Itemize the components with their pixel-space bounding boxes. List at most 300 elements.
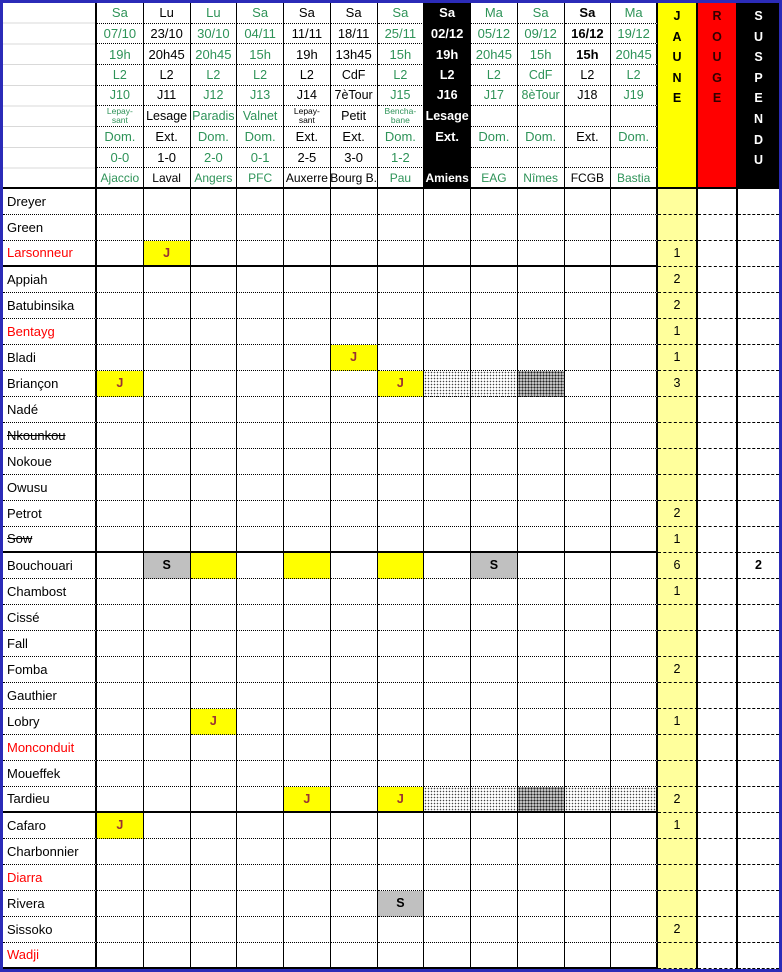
match-cell[interactable] [97, 891, 144, 917]
player-name-cell[interactable] [3, 449, 97, 475]
match-cell[interactable] [424, 501, 471, 527]
match-cell[interactable] [424, 891, 471, 917]
summary-header-suspendu[interactable] [738, 3, 779, 189]
header-competition-cell[interactable] [284, 65, 331, 86]
player-name-cell[interactable] [3, 579, 97, 605]
match-cell[interactable] [611, 345, 658, 371]
match-cell[interactable] [378, 345, 425, 371]
match-cell[interactable] [237, 631, 284, 657]
header-day-cell[interactable] [331, 3, 378, 24]
suspendu-total-cell[interactable] [738, 475, 779, 501]
match-cell[interactable] [237, 943, 284, 969]
match-cell[interactable] [518, 631, 565, 657]
yellow-card-cell[interactable] [378, 371, 425, 397]
match-cell[interactable] [471, 605, 518, 631]
header-date-cell[interactable] [378, 24, 425, 45]
match-cell[interactable] [144, 527, 191, 553]
match-cell[interactable] [284, 709, 331, 735]
yellow-card-cell[interactable] [378, 787, 425, 813]
match-cell[interactable] [191, 579, 238, 605]
rouge-total-cell[interactable] [698, 917, 738, 943]
match-cell[interactable] [424, 449, 471, 475]
jaune-total-cell[interactable] [658, 683, 698, 709]
match-cell[interactable] [471, 527, 518, 553]
match-cell[interactable] [284, 371, 331, 397]
header-round-cell[interactable] [144, 86, 191, 107]
match-cell[interactable] [237, 683, 284, 709]
player-name-cell[interactable] [3, 787, 97, 813]
header-day-cell[interactable] [424, 3, 471, 24]
jaune-total-cell[interactable] [658, 215, 698, 241]
player-name-cell[interactable] [3, 865, 97, 891]
match-cell[interactable] [518, 683, 565, 709]
header-time-cell[interactable] [237, 44, 284, 65]
match-cell[interactable] [424, 345, 471, 371]
match-cell[interactable] [144, 579, 191, 605]
match-cell[interactable] [611, 735, 658, 761]
match-cell[interactable] [518, 345, 565, 371]
suspendu-total-cell[interactable] [738, 189, 779, 215]
match-cell[interactable] [565, 605, 612, 631]
match-cell[interactable] [565, 839, 612, 865]
match-cell[interactable] [144, 345, 191, 371]
rouge-total-cell[interactable] [698, 423, 738, 449]
match-cell[interactable] [144, 371, 191, 397]
header-day-cell[interactable] [471, 3, 518, 24]
rouge-total-cell[interactable] [698, 345, 738, 371]
header-venue-cell[interactable] [471, 127, 518, 148]
match-cell[interactable] [237, 839, 284, 865]
match-cell[interactable] [191, 267, 238, 293]
match-cell[interactable] [331, 839, 378, 865]
match-cell[interactable] [191, 449, 238, 475]
match-cell[interactable] [565, 657, 612, 683]
match-cell[interactable] [144, 631, 191, 657]
match-cell[interactable] [565, 475, 612, 501]
match-cell[interactable] [191, 527, 238, 553]
match-cell[interactable] [565, 397, 612, 423]
match-cell[interactable] [611, 605, 658, 631]
header-score-cell[interactable] [237, 148, 284, 169]
header-day-cell[interactable] [284, 3, 331, 24]
header-score-cell[interactable] [518, 148, 565, 169]
header-competition-cell[interactable] [97, 65, 144, 86]
header-venue-cell[interactable] [378, 127, 425, 148]
player-name-cell[interactable] [3, 631, 97, 657]
suspendu-total-cell[interactable] [738, 839, 779, 865]
match-cell[interactable] [565, 293, 612, 319]
jaune-total-cell[interactable] [658, 865, 698, 891]
jaune-total-cell[interactable] [658, 345, 698, 371]
jaune-total-cell[interactable] [658, 241, 698, 267]
match-cell[interactable] [144, 761, 191, 787]
player-name-cell[interactable] [3, 293, 97, 319]
match-cell[interactable] [378, 241, 425, 267]
player-name-cell[interactable] [3, 189, 97, 215]
suspendu-total-cell[interactable] [738, 371, 779, 397]
match-cell[interactable] [611, 215, 658, 241]
match-cell[interactable] [471, 241, 518, 267]
rouge-total-cell[interactable] [698, 891, 738, 917]
header-score-cell[interactable] [284, 148, 331, 169]
match-cell[interactable] [144, 423, 191, 449]
match-cell[interactable] [565, 631, 612, 657]
rouge-total-cell[interactable] [698, 631, 738, 657]
match-cell[interactable] [331, 709, 378, 735]
match-cell[interactable] [97, 787, 144, 813]
match-cell[interactable] [237, 917, 284, 943]
match-cell[interactable] [144, 891, 191, 917]
header-referee-cell[interactable] [611, 106, 658, 127]
header-competition-cell[interactable] [237, 65, 284, 86]
suspendu-total-cell[interactable] [738, 267, 779, 293]
match-cell[interactable] [97, 319, 144, 345]
match-cell[interactable] [611, 475, 658, 501]
jaune-total-cell[interactable] [658, 891, 698, 917]
match-cell[interactable] [565, 943, 612, 969]
match-cell[interactable] [144, 319, 191, 345]
header-opponent-cell[interactable] [284, 168, 331, 189]
header-referee-cell[interactable] [97, 106, 144, 127]
match-cell[interactable] [471, 319, 518, 345]
header-referee-cell[interactable] [565, 106, 612, 127]
jaune-total-cell[interactable] [658, 501, 698, 527]
match-cell[interactable] [97, 267, 144, 293]
header-referee-cell[interactable] [518, 106, 565, 127]
player-name-cell[interactable] [3, 423, 97, 449]
match-cell[interactable] [611, 579, 658, 605]
match-cell[interactable] [97, 475, 144, 501]
match-cell[interactable] [565, 371, 612, 397]
header-opponent-cell[interactable] [611, 168, 658, 189]
match-cell[interactable] [284, 917, 331, 943]
header-time-cell[interactable] [284, 44, 331, 65]
match-cell[interactable] [97, 605, 144, 631]
header-venue-cell[interactable] [518, 127, 565, 148]
match-cell[interactable] [565, 683, 612, 709]
match-cell[interactable] [144, 735, 191, 761]
match-cell[interactable] [284, 189, 331, 215]
match-cell[interactable] [237, 215, 284, 241]
match-cell[interactable] [284, 397, 331, 423]
match-cell[interactable] [284, 527, 331, 553]
suspension-cell[interactable] [378, 891, 425, 917]
match-cell[interactable] [471, 501, 518, 527]
match-cell[interactable] [471, 943, 518, 969]
jaune-total-cell[interactable] [658, 605, 698, 631]
header-referee-cell[interactable] [191, 106, 238, 127]
match-cell[interactable] [565, 267, 612, 293]
player-name-cell[interactable] [3, 215, 97, 241]
header-venue-cell[interactable] [284, 127, 331, 148]
match-cell[interactable] [144, 605, 191, 631]
match-cell[interactable] [378, 267, 425, 293]
rouge-total-cell[interactable] [698, 709, 738, 735]
match-cell[interactable] [518, 397, 565, 423]
header-round-cell[interactable] [611, 86, 658, 107]
match-cell[interactable] [424, 657, 471, 683]
rouge-total-cell[interactable] [698, 241, 738, 267]
match-cell[interactable] [284, 761, 331, 787]
match-cell[interactable] [144, 267, 191, 293]
match-cell[interactable] [284, 865, 331, 891]
match-cell[interactable] [518, 449, 565, 475]
match-cell[interactable] [144, 189, 191, 215]
match-cell[interactable] [565, 917, 612, 943]
match-cell[interactable] [471, 449, 518, 475]
absence-hatch-cell[interactable] [565, 787, 612, 813]
header-round-cell[interactable] [378, 86, 425, 107]
player-name-cell[interactable] [3, 891, 97, 917]
player-name-cell[interactable] [3, 267, 97, 293]
match-cell[interactable] [191, 631, 238, 657]
match-cell[interactable] [331, 553, 378, 579]
header-date-cell[interactable] [144, 24, 191, 45]
match-cell[interactable] [144, 501, 191, 527]
header-opponent-cell[interactable] [144, 168, 191, 189]
match-cell[interactable] [191, 735, 238, 761]
header-date-cell[interactable] [424, 24, 471, 45]
match-cell[interactable] [331, 189, 378, 215]
match-cell[interactable] [144, 813, 191, 839]
match-cell[interactable] [611, 683, 658, 709]
match-cell[interactable] [424, 917, 471, 943]
match-cell[interactable] [378, 917, 425, 943]
jaune-total-cell[interactable] [658, 449, 698, 475]
header-score-cell[interactable] [471, 148, 518, 169]
suspendu-total-cell[interactable] [738, 891, 779, 917]
match-cell[interactable] [191, 371, 238, 397]
absence-hatch-cell[interactable] [471, 787, 518, 813]
match-cell[interactable] [191, 189, 238, 215]
match-cell[interactable] [97, 293, 144, 319]
match-cell[interactable] [97, 735, 144, 761]
absence-hatch-cell[interactable] [424, 371, 471, 397]
match-cell[interactable] [565, 501, 612, 527]
suspendu-total-cell[interactable] [738, 605, 779, 631]
header-opponent-cell[interactable] [237, 168, 284, 189]
header-round-cell[interactable] [284, 86, 331, 107]
match-cell[interactable] [284, 813, 331, 839]
match-cell[interactable] [191, 761, 238, 787]
header-score-cell[interactable] [424, 148, 471, 169]
match-cell[interactable] [565, 319, 612, 345]
match-cell[interactable] [331, 683, 378, 709]
match-cell[interactable] [97, 553, 144, 579]
match-cell[interactable] [331, 293, 378, 319]
match-cell[interactable] [237, 527, 284, 553]
match-cell[interactable] [471, 761, 518, 787]
absence-hatch-gray-cell[interactable] [518, 787, 565, 813]
match-cell[interactable] [284, 501, 331, 527]
match-cell[interactable] [191, 501, 238, 527]
rouge-total-cell[interactable] [698, 189, 738, 215]
header-competition-cell[interactable] [518, 65, 565, 86]
header-competition-cell[interactable] [424, 65, 471, 86]
jaune-total-cell[interactable] [658, 839, 698, 865]
absence-hatch-cell[interactable] [611, 787, 658, 813]
header-day-cell[interactable] [611, 3, 658, 24]
match-cell[interactable] [331, 605, 378, 631]
match-cell[interactable] [611, 813, 658, 839]
match-cell[interactable] [237, 267, 284, 293]
match-cell[interactable] [284, 215, 331, 241]
player-name-cell[interactable] [3, 761, 97, 787]
match-cell[interactable] [611, 631, 658, 657]
header-competition-cell[interactable] [611, 65, 658, 86]
match-cell[interactable] [565, 891, 612, 917]
header-round-cell[interactable] [237, 86, 284, 107]
match-cell[interactable] [424, 215, 471, 241]
match-cell[interactable] [424, 631, 471, 657]
match-cell[interactable] [378, 579, 425, 605]
match-cell[interactable] [144, 683, 191, 709]
header-score-cell[interactable] [191, 148, 238, 169]
player-name-cell[interactable] [3, 527, 97, 553]
match-cell[interactable] [191, 813, 238, 839]
match-cell[interactable] [237, 241, 284, 267]
match-cell[interactable] [378, 397, 425, 423]
match-cell[interactable] [471, 631, 518, 657]
match-cell[interactable] [144, 475, 191, 501]
match-cell[interactable] [424, 189, 471, 215]
suspendu-total-cell[interactable] [738, 397, 779, 423]
jaune-total-cell[interactable] [658, 293, 698, 319]
match-cell[interactable] [331, 787, 378, 813]
match-cell[interactable] [518, 241, 565, 267]
match-cell[interactable] [97, 657, 144, 683]
header-day-cell[interactable] [237, 3, 284, 24]
header-round-cell[interactable] [331, 86, 378, 107]
match-cell[interactable] [144, 865, 191, 891]
header-round-cell[interactable] [565, 86, 612, 107]
match-cell[interactable] [97, 527, 144, 553]
match-cell[interactable] [331, 371, 378, 397]
match-cell[interactable] [565, 735, 612, 761]
match-cell[interactable] [284, 579, 331, 605]
match-cell[interactable] [378, 943, 425, 969]
match-cell[interactable] [378, 527, 425, 553]
match-cell[interactable] [518, 293, 565, 319]
player-name-cell[interactable] [3, 475, 97, 501]
match-cell[interactable] [97, 397, 144, 423]
suspendu-total-cell[interactable] [738, 423, 779, 449]
suspendu-total-cell[interactable] [738, 943, 779, 969]
match-cell[interactable] [237, 865, 284, 891]
match-cell[interactable] [237, 761, 284, 787]
suspension-cell[interactable] [471, 553, 518, 579]
header-time-cell[interactable] [565, 44, 612, 65]
match-cell[interactable] [565, 865, 612, 891]
rouge-total-cell[interactable] [698, 579, 738, 605]
match-cell[interactable] [97, 189, 144, 215]
match-cell[interactable] [191, 943, 238, 969]
match-cell[interactable] [611, 891, 658, 917]
header-date-cell[interactable] [237, 24, 284, 45]
match-cell[interactable] [611, 423, 658, 449]
header-date-cell[interactable] [191, 24, 238, 45]
match-cell[interactable] [611, 267, 658, 293]
match-cell[interactable] [471, 709, 518, 735]
player-name-cell[interactable] [3, 917, 97, 943]
match-cell[interactable] [518, 605, 565, 631]
match-cell[interactable] [237, 189, 284, 215]
header-venue-cell[interactable] [565, 127, 612, 148]
match-cell[interactable] [191, 683, 238, 709]
player-name-cell[interactable] [3, 943, 97, 969]
match-cell[interactable] [471, 423, 518, 449]
header-opponent-cell[interactable] [331, 168, 378, 189]
header-time-cell[interactable] [518, 44, 565, 65]
match-cell[interactable] [424, 735, 471, 761]
rouge-total-cell[interactable] [698, 397, 738, 423]
match-cell[interactable] [331, 527, 378, 553]
header-opponent-cell[interactable] [471, 168, 518, 189]
match-cell[interactable] [191, 241, 238, 267]
match-cell[interactable] [378, 839, 425, 865]
match-cell[interactable] [97, 631, 144, 657]
match-cell[interactable] [471, 657, 518, 683]
match-cell[interactable] [378, 813, 425, 839]
match-cell[interactable] [611, 527, 658, 553]
match-cell[interactable] [565, 215, 612, 241]
suspendu-total-cell[interactable] [738, 709, 779, 735]
match-cell[interactable] [518, 917, 565, 943]
match-cell[interactable] [565, 423, 612, 449]
player-name-cell[interactable] [3, 501, 97, 527]
yellow-card-cell[interactable] [97, 813, 144, 839]
match-cell[interactable] [97, 579, 144, 605]
match-cell[interactable] [97, 943, 144, 969]
jaune-total-cell[interactable] [658, 475, 698, 501]
match-cell[interactable] [378, 865, 425, 891]
summary-header-rouge[interactable] [698, 3, 738, 189]
rouge-total-cell[interactable] [698, 865, 738, 891]
match-cell[interactable] [284, 475, 331, 501]
yellow-card-cell[interactable] [284, 553, 331, 579]
match-cell[interactable] [331, 657, 378, 683]
player-name-cell[interactable] [3, 839, 97, 865]
header-referee-cell[interactable] [471, 106, 518, 127]
jaune-total-cell[interactable] [658, 319, 698, 345]
rouge-total-cell[interactable] [698, 787, 738, 813]
match-cell[interactable] [237, 449, 284, 475]
suspendu-total-cell[interactable] [738, 657, 779, 683]
header-time-cell[interactable] [378, 44, 425, 65]
header-round-cell[interactable] [191, 86, 238, 107]
header-opponent-cell[interactable] [424, 168, 471, 189]
match-cell[interactable] [424, 397, 471, 423]
match-cell[interactable] [97, 423, 144, 449]
match-cell[interactable] [237, 787, 284, 813]
header-round-cell[interactable] [471, 86, 518, 107]
header-venue-cell[interactable] [424, 127, 471, 148]
header-round-cell[interactable] [424, 86, 471, 107]
match-cell[interactable] [471, 839, 518, 865]
header-venue-cell[interactable] [144, 127, 191, 148]
match-cell[interactable] [144, 397, 191, 423]
match-cell[interactable] [378, 293, 425, 319]
header-venue-cell[interactable] [611, 127, 658, 148]
match-cell[interactable] [378, 761, 425, 787]
header-date-cell[interactable] [518, 24, 565, 45]
header-opponent-cell[interactable] [565, 168, 612, 189]
match-cell[interactable] [191, 917, 238, 943]
match-cell[interactable] [97, 839, 144, 865]
match-cell[interactable] [331, 241, 378, 267]
match-cell[interactable] [471, 891, 518, 917]
header-venue-cell[interactable] [331, 127, 378, 148]
